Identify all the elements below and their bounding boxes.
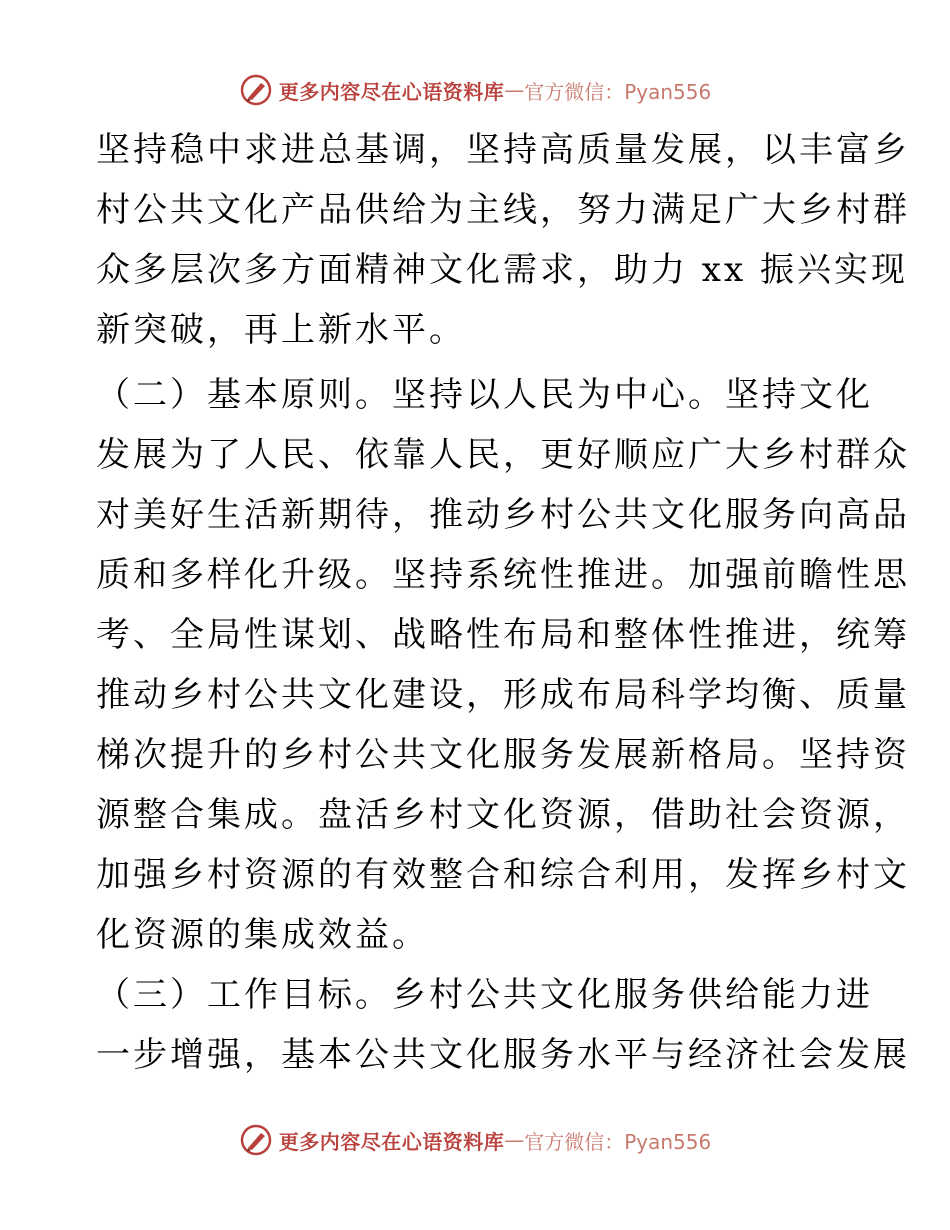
header-brand-text: 更多内容尽在心语资料库 (278, 79, 505, 104)
paragraph-1 (96, 120, 910, 360)
header-separator: — (504, 78, 525, 102)
text-line: 村公共文化产品供给为主线，努力满足广大乡村群 (96, 190, 910, 230)
paragraph-3 (96, 965, 910, 1085)
text-line: 新突破，再上新水平。 (96, 310, 466, 350)
text-line: 发展为了人民、依靠人民，更好顺应广大乡村群众 (96, 435, 910, 475)
text-line: 一步增强，基本公共文化服务水平与经济社会发展 (96, 1035, 910, 1075)
paragraph-2 (96, 365, 910, 965)
footer-banner (0, 1120, 950, 1160)
header-banner (0, 70, 950, 110)
text-line: 化资源的集成效益。 (96, 915, 429, 955)
text-line: 推动乡村公共文化建设，形成布局科学均衡、质量 (96, 675, 910, 715)
text-line: （三）工作目标。乡村公共文化服务供给能力进 (96, 975, 873, 1015)
text-line: （二）基本原则。坚持以人民为中心。坚持文化 (96, 375, 873, 415)
footer-brand-text: 更多内容尽在心语资料库 (278, 1129, 505, 1154)
header-wechat-text: 官方微信：Pyan556 (524, 79, 712, 104)
footer-separator: — (504, 1128, 525, 1152)
pen-logo-icon (239, 1123, 273, 1157)
text-line: 考、全局性谋划、战略性布局和整体性推进，统筹 (96, 615, 910, 655)
pen-logo-icon (239, 73, 273, 107)
text-line: 加强乡村资源的有效整合和综合利用，发挥乡村文 (96, 855, 910, 895)
footer-wechat-text: 官方微信：Pyan556 (524, 1129, 712, 1154)
text-line: 坚持稳中求进总基调，坚持高质量发展，以丰富乡 (96, 130, 910, 170)
text-line: 梯次提升的乡村公共文化服务发展新格局。坚持资 (96, 735, 910, 775)
text-line: 对美好生活新期待，推动乡村公共文化服务向高品 (96, 495, 910, 535)
text-line: 源整合集成。盘活乡村文化资源，借助社会资源， (96, 795, 910, 835)
text-line: 质和多样化升级。坚持系统性推进。加强前瞻性思 (96, 555, 910, 595)
text-line: 众多层次多方面精神文化需求，助力 xx 振兴实现 (96, 250, 908, 290)
